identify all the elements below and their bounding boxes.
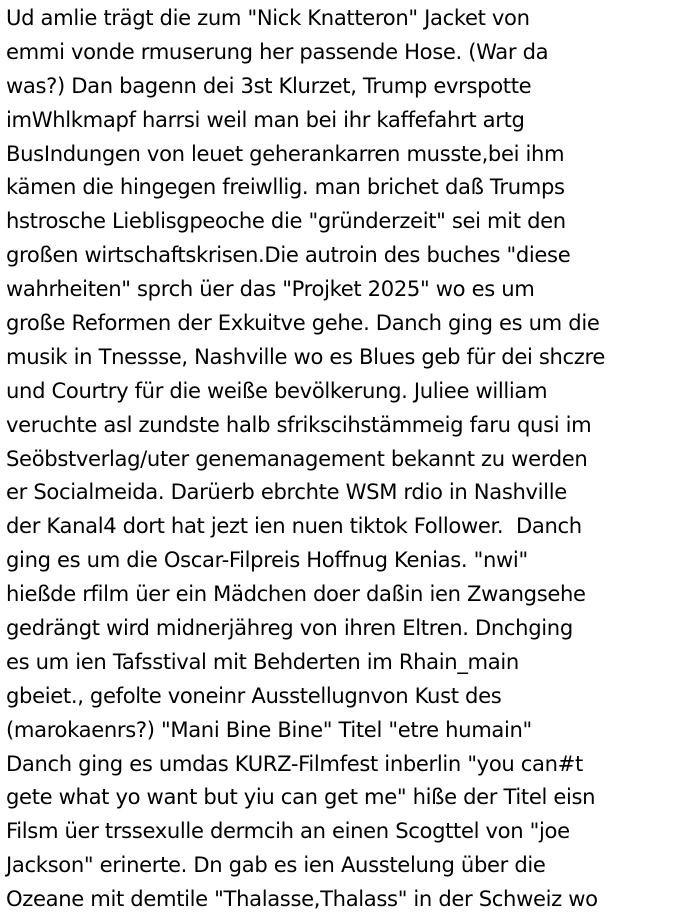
text-line: große Reformen der Exkuitve gehe. Danch ging es um die	[6, 311, 600, 337]
text-line: großen wirtschaftskrisen.Die autroin des buches "diese	[6, 243, 571, 269]
text-line: was?) Dan bagenn dei 3st Klurzet, Trump evrspotte	[6, 73, 532, 99]
text-line: Seöbstverlag/uter genemanagement bekannt zu werden	[6, 446, 588, 472]
text-line: gedrängt wird midnerjähreg von ihren Eltren. Dnchging	[6, 616, 573, 642]
text-line: gete what yo want but yiu can get me" hiße der Titel eisn	[6, 785, 596, 811]
text-line: Ud amlie trägt die zum "Nick Knatteron" Jacket von	[6, 6, 530, 31]
text-line: hießde rfilm üer ein Mädchen doer daßin ien Zwangsehe	[6, 582, 586, 608]
text-line: Ozeane mit demtile "Thalasse,Thalass" in der Schweiz wo	[6, 887, 598, 913]
text-line: imWhlkmapf harrsi weil man bei ihr kaffefahrt artg	[6, 107, 525, 133]
text-line: der Kanal4 dort hat jezt ien nuen tiktok Follower. Danch	[6, 514, 582, 540]
text-line: emmi vonde rmuserung her passende Hose. (War da	[6, 39, 549, 65]
text-line: BusIndungen von leuet geherankarren musste,bei ihm	[6, 141, 565, 167]
text-line: hstrosche Lieblisgpeoche die "gründerzeit" sei mit den	[6, 209, 566, 235]
text-line: er Socialmeida. Darüerb ebrchte WSM rdio in Nashville	[6, 480, 567, 506]
text-line: Jackson" erinerte. Dn gab es ien Ausstelung über die	[6, 853, 546, 879]
text-line: Filsm üer trssexulle dermcih an einen Scogttel von "joe	[6, 819, 570, 845]
text-line: veruchte asl zundste halb sfrikscihstämmeig faru qusi im	[6, 412, 592, 438]
text-line: (marokaenrs?) "Mani Bine Bine" Titel "etre humain"	[6, 717, 532, 743]
text-line: wahrheiten" sprch üer das "Projket 2025" wo es um	[6, 277, 535, 303]
text-line: Danch ging es umdas KURZ-Filmfest inberlin "you can#t	[6, 751, 583, 777]
text-line: ging es um die Oscar-Filpreis Hoffnug Kenias. "nwi"	[6, 548, 528, 574]
body-text	[6, 2, 684, 917]
text-line: kämen die hingegen freiwllig. man brichet daß Trumps	[6, 175, 565, 201]
text-line: gbeiet., gefolte voneinr Ausstellugnvon Kust des	[6, 683, 502, 709]
text-line: und Courtry für die weiße bevölkerung. Juliee william	[6, 378, 548, 404]
text-line: musik in Tnessse, Nashville wo es Blues geb für dei shczre	[6, 344, 606, 370]
text-line: es um ien Tafsstival mit Behderten im Rhain_main	[6, 649, 519, 675]
